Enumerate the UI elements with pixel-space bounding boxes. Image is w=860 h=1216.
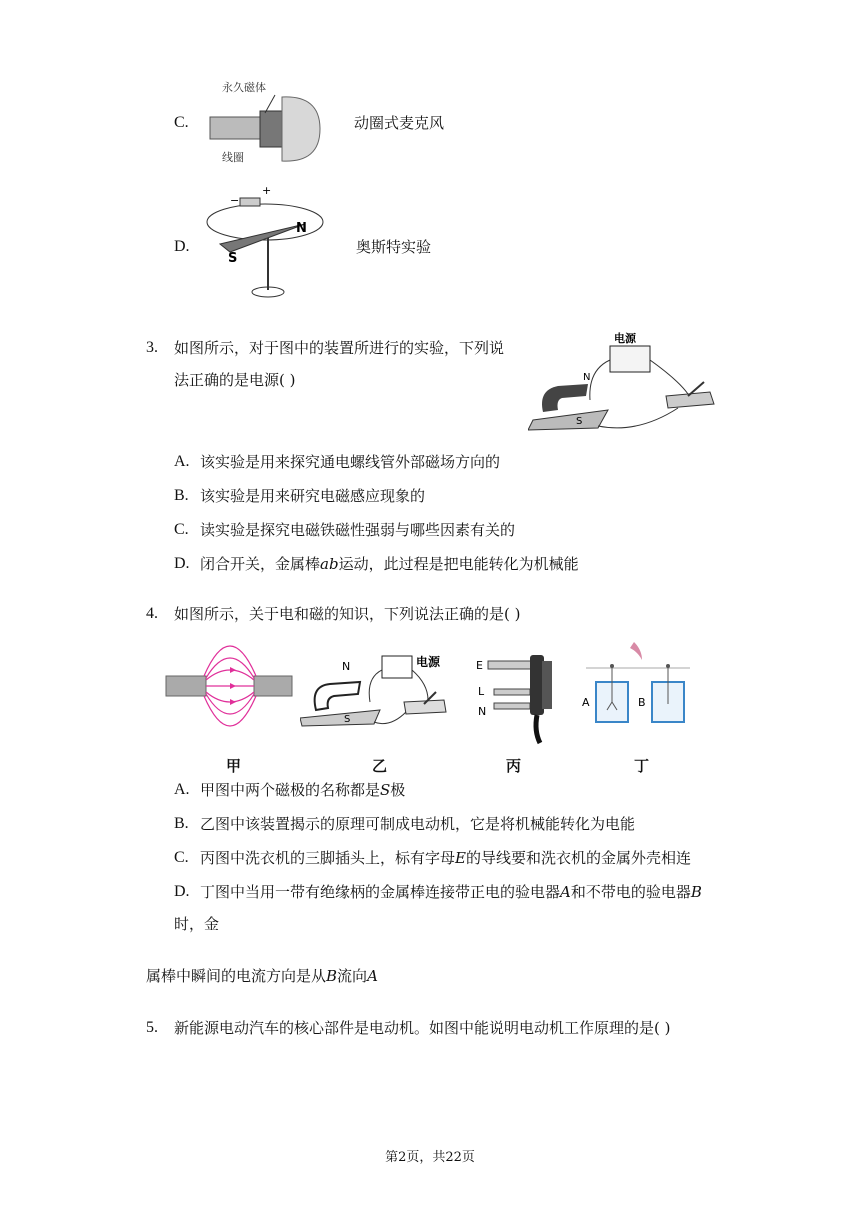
q4-bing-e: E xyxy=(476,659,483,672)
q4-ding-a: A xyxy=(582,696,590,709)
q3-option-c-letter: C. xyxy=(174,521,189,538)
q5-number: 5. xyxy=(146,1019,158,1036)
q3-stem-line2: 法正确的是电源( ) xyxy=(174,371,296,389)
q3-option-c-text: 读实验是探究电磁铁磁性强弱与哪些因素有关的 xyxy=(200,521,516,539)
option-d-caption: 奥斯特实验 xyxy=(356,238,432,256)
fig-label-coil: 线圈 xyxy=(222,151,244,164)
q4-option-a-text: 甲图中两个磁极的名称都是S极 xyxy=(200,781,406,799)
q5-stem: 新能源电动汽车的核心部件是电动机。如图中能说明电动机工作原理的是( ) xyxy=(174,1019,671,1037)
q4-yi-s: S xyxy=(344,714,351,725)
q4-option-a-letter: A. xyxy=(174,781,190,798)
q3-apparatus-figure xyxy=(528,330,718,435)
q4-option-b-text: 乙图中该装置揭示的原理可制成电动机，它是将机械能转化为电能 xyxy=(200,815,636,833)
page-footer: 第2页，共22页 xyxy=(385,1150,475,1165)
q4-caption-yi: 乙 xyxy=(372,757,388,775)
q4-fig-yi-apparatus xyxy=(300,650,450,735)
fig-label-minus: − xyxy=(230,194,240,207)
q3-option-d-letter: D. xyxy=(174,555,190,572)
microphone-figure xyxy=(200,75,325,165)
q4-continuation: 属棒中瞬间的电流方向是从B流向A xyxy=(146,967,378,985)
fig-label-plus: + xyxy=(262,184,272,197)
oersted-figure xyxy=(200,182,330,302)
q4-number: 4. xyxy=(146,605,158,622)
q3-option-a-letter: A. xyxy=(174,453,190,470)
q4-fig-ding-electroscopes xyxy=(580,640,710,735)
option-c-caption: 动圈式麦克风 xyxy=(354,114,445,132)
q3-option-d-text: 闭合开关，金属棒ab运动，此过程是把电能转化为机械能 xyxy=(200,555,579,573)
q4-caption-bing: 丙 xyxy=(506,757,522,775)
q4-option-d-text: 丁图中当用一带有绝缘柄的金属棒连接带正电的验电器A和不带电的验电器B xyxy=(200,883,702,901)
q4-fig-bing-plug xyxy=(470,645,560,745)
fig-label-n: N xyxy=(296,221,307,236)
option-c-letter: C. xyxy=(174,114,189,131)
q3-fig-s: S xyxy=(576,416,583,427)
option-d-letter: D. xyxy=(174,238,190,255)
q4-yi-power: 电源 xyxy=(415,655,440,669)
q3-number: 3. xyxy=(146,339,158,356)
q3-stem-line1: 如图所示，对于图中的装置所进行的实验，下列说 xyxy=(174,339,505,357)
q3-fig-power-label: 电源 xyxy=(614,332,636,345)
q3-fig-n: N xyxy=(583,372,591,383)
fig-label-magnet: 永久磁体 xyxy=(222,81,266,94)
q4-stem: 如图所示，关于电和磁的知识，下列说法正确的是( ) xyxy=(174,605,521,623)
q3-option-b-letter: B. xyxy=(174,487,189,504)
q4-yi-n: N xyxy=(342,660,351,673)
q4-option-d-letter: D. xyxy=(174,883,190,900)
q4-option-c-text: 丙图中洗衣机的三脚插头上，标有字母E的导线要和洗衣机的金属外壳相连 xyxy=(200,849,691,867)
q4-option-d-wrap: 时，金 xyxy=(174,915,220,933)
q4-ding-b: B xyxy=(638,696,646,709)
q3-option-a-text: 该实验是用来探究通电螺线管外部磁场方向的 xyxy=(200,453,501,471)
q4-option-b-letter: B. xyxy=(174,815,189,832)
q4-caption-jia: 甲 xyxy=(226,757,242,775)
q4-bing-l: L xyxy=(478,685,485,698)
q4-fig-jia-field xyxy=(164,640,294,740)
fig-label-s: S xyxy=(228,251,238,266)
q4-caption-ding: 丁 xyxy=(634,757,650,775)
q4-bing-n: N xyxy=(478,705,487,718)
q3-option-b-text: 该实验是用来研究电磁感应现象的 xyxy=(200,487,426,505)
q4-option-c-letter: C. xyxy=(174,849,189,866)
